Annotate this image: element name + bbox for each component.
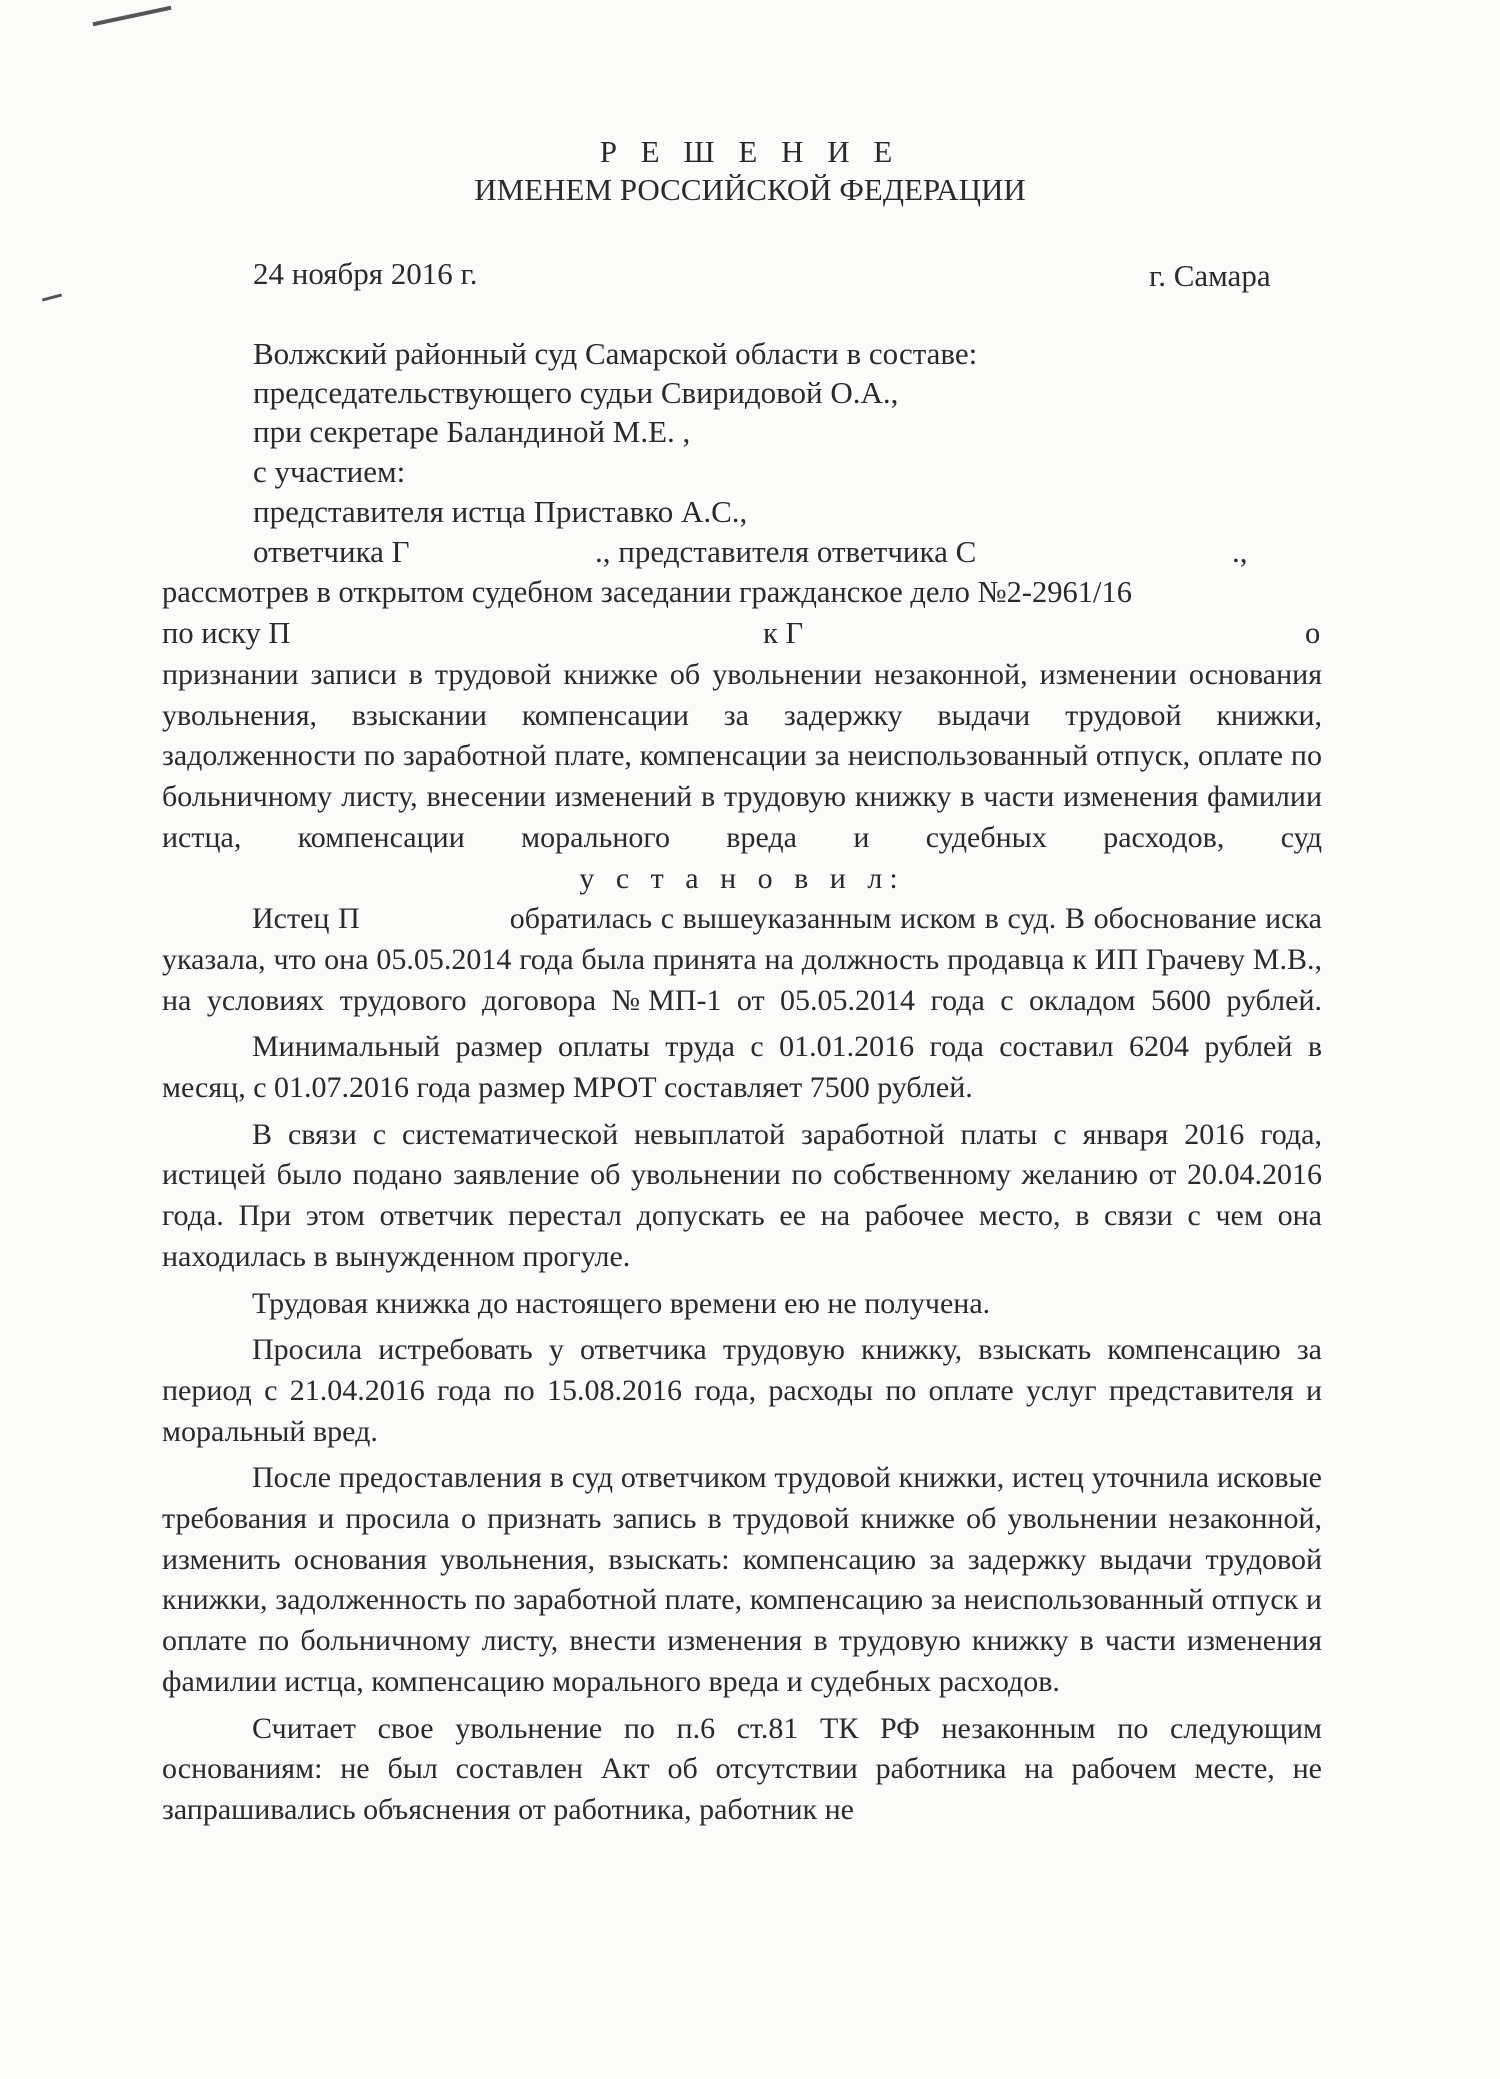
paragraph-1 — [162, 899, 1322, 1021]
paragraph-4: Трудовая книжка до настоящего времени ею не получена. — [252, 1286, 991, 1320]
established-heading: у с т а н о в и л: — [579, 861, 905, 895]
paragraph-6: После предоставления в суд ответчиком трудовой книжки, истец уточнила исковые требования и просила о признать запись в трудовой книжке об увольнении незаконной, изменить основания увольнения, взыскать: компенсацию за задержку выдачи трудовой книжки, задолженность по заработной плате, компенсацию за неиспользованный отпуск и оплате по больничному листу, внести изменения в трудовую книжку в части изменения фамилии истца, компенсацию морального вреда и судебных расходов. — [162, 1461, 1322, 1698]
case-line-2b: к Г — [763, 616, 804, 650]
decision-date: 24 ноября 2016 г. — [253, 256, 478, 291]
court-line-6a: ответчика Г — [253, 534, 410, 569]
scan-mark-top — [92, 6, 171, 27]
decision-city: г. Самара — [1149, 258, 1271, 293]
court-line-6c: ., — [1232, 534, 1248, 569]
case-line-2a: по иску П — [162, 616, 291, 650]
court-line-1: Волжский районный суд Самарской области в составе: — [253, 336, 978, 371]
paragraph-7: Считает свое увольнение по п.6 ст.81 ТК РФ незаконным по следующим основаниям: не был составлен Акт об отсутствии работника на рабочем месте, не запрашивались объяснения от работника, работник не — [162, 1711, 1322, 1826]
court-line-5: представителя истца Приставко А.С., — [253, 494, 748, 529]
court-line-4: с участием: — [253, 454, 406, 489]
scan-mark-left — [42, 293, 62, 301]
case-text — [162, 655, 1322, 1831]
court-line-6b: ., представителя ответчика С — [595, 534, 977, 569]
case-line-1: рассмотрев в открытом судебном заседании гражданское дело №2-2961/16 — [162, 575, 1133, 609]
paragraph-1-start: Истец П — [252, 902, 360, 936]
court-line-3: при секретаре Баландиной М.Е. , — [253, 414, 691, 449]
court-line-2: председательствующего судьи Свиридовой О.А., — [253, 375, 899, 410]
paragraph-3: В связи с систематической невыплатой заработной платы с января 2016 года, истицей было подано заявление об увольнении по собственному желанию от 20.04.2016 года. При этом ответчик перестал допускать ее на рабочее место, в связи с чем она находилась в вынужденном прогуле. — [162, 1117, 1322, 1273]
paragraph-2: Минимальный размер оплаты труда с 01.01.2016 года составил 6204 рублей в месяц, с 01.07.2016 года размер МРОТ составляет 7500 рублей. — [162, 1030, 1322, 1105]
paragraph-1-rest: обратилась с вышеуказанным иском в суд. В обоснование иска указала, что она 05.05.2014 года была принята на должность продавца к ИП Грачеву М.В., на условиях трудового договора №МП-1 от 05.05.2014 года с окладом 5600 рублей. — [162, 902, 1322, 1017]
case-line-2c: о — [1305, 616, 1321, 650]
paragraph-5: Просила истребовать у ответчика трудовую книжку, взыскать компенсацию за период с 21.04.2016 года по 15.08.2016 года, расходы по оплате услуг представителя и моральный вред. — [162, 1333, 1322, 1448]
case-subject: признании записи в трудовой книжке об увольнении незаконной, изменении основания увольнения, взыскании компенсации за задержку выдачи трудовой книжки, задолженности по заработной плате, компенсации за неиспользованный отпуск, оплате по больничному листу, внесении изменений в трудовую книжку в части изменения фамилии истца, компенсации морального вреда и судебных расходов, суд — [162, 658, 1322, 854]
document-title: Р Е Ш Е Н И Е — [599, 134, 901, 169]
document-subtitle: ИМЕНЕМ РОССИЙСКОЙ ФЕДЕРАЦИИ — [474, 172, 1026, 207]
